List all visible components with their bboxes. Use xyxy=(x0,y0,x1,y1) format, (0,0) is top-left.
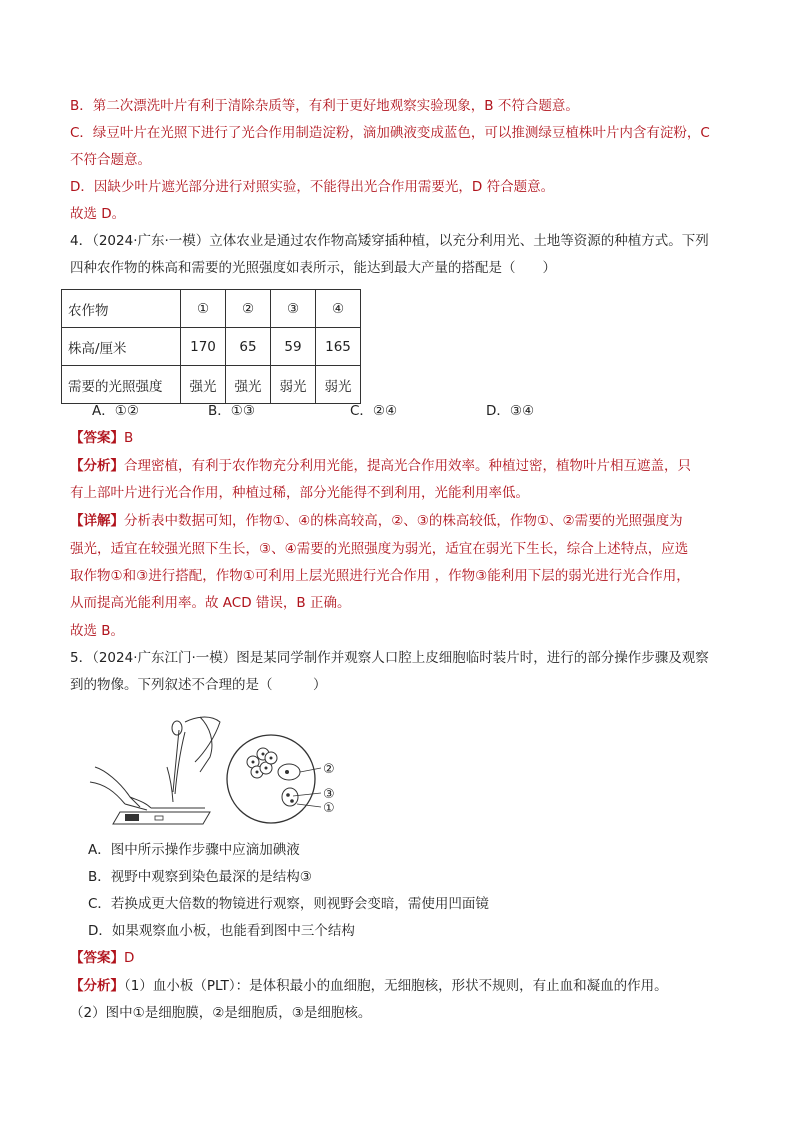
detail-tag: 【详解】 xyxy=(70,513,124,529)
q4-detail-line3: 取作物①和③进行搭配，作物①可利用上层光照进行光合作用 ，作物③能利用下层的弱光进行光合作用， xyxy=(70,568,690,584)
crop-table xyxy=(61,289,361,404)
table-cell: 弱光 xyxy=(271,366,316,404)
q5-analysis-line1 xyxy=(70,976,668,996)
table-cell: 170 xyxy=(181,328,226,366)
q5-option-a: A．图中所示操作步骤中应滴加碘液 xyxy=(88,842,300,858)
table-cell: 农作物 xyxy=(62,290,181,328)
q5-option-b: B．视野中观察到染色最深的是结构③ xyxy=(88,869,312,885)
answer-value: D xyxy=(124,950,135,966)
answer-tag: 【答案】 xyxy=(70,950,124,966)
analysis-text: （1）血小板（PLT）：是体积最小的血细胞，无细胞核，形状不规则，有止血和凝血的作用。 xyxy=(124,978,668,994)
table-cell: ① xyxy=(181,290,226,328)
table-cell: 65 xyxy=(226,328,271,366)
table-cell: 弱光 xyxy=(316,366,361,404)
figure-label-2: ② xyxy=(323,762,335,777)
figure-label-3: ③ xyxy=(323,787,335,802)
table-cell: 165 xyxy=(316,328,361,366)
q5-option-d: D．如果观察血小板，也能看到图中三个结构 xyxy=(88,923,355,939)
analysis-tag: 【分析】 xyxy=(70,458,124,474)
table-row xyxy=(62,328,361,366)
figure-label-1: ① xyxy=(323,801,335,816)
q5-stem-line1: 5．（2024·广东江门·一模）图是某同学制作并观察人口腔上皮细胞临时装片时，进行的部分操作步骤及观察 xyxy=(70,650,709,666)
q4-detail-line2: 强光，适宜在较强光照下生长，③、④需要的光照强度为弱光，适宜在弱光下生长，综合上述特点，应选 xyxy=(70,541,689,557)
q3-option-c-explanation: C．绿豆叶片在光照下进行了光合作用制造淀粉，滴加碘液变成蓝色，可以推测绿豆植株叶片内含有淀粉，C xyxy=(70,125,710,141)
q4-option-c: C．②④ xyxy=(350,403,398,419)
field-of-view xyxy=(227,735,321,823)
q5-analysis-line2: （2）图中①是细胞膜，②是细胞质，③是细胞核。 xyxy=(70,1005,372,1021)
q3-option-d-explanation: D．因缺少叶片遮光部分进行对照实验，不能得出光合作用需要光，D 符合题意。 xyxy=(70,179,555,195)
table-cell: 59 xyxy=(271,328,316,366)
table-cell: 强光 xyxy=(181,366,226,404)
q4-option-a: A．①② xyxy=(92,403,139,419)
detail-text: 分析表中数据可知，作物①、④的株高较高，②、③的株高较低，作物①、②需要的光照强度为 xyxy=(124,513,683,529)
experiment-figure xyxy=(85,712,365,837)
answer-value: B xyxy=(124,430,134,446)
q4-analysis-line2: 有上部叶片进行光合作用，种植过稀，部分光能得不到利用，光能利用率低。 xyxy=(70,485,529,501)
q4-option-d: D．③④ xyxy=(486,403,535,419)
q5-option-c: C．若换成更大倍数的物镜进行观察，则视野会变暗，需使用凹面镜 xyxy=(88,896,489,912)
table-row xyxy=(62,366,361,404)
analysis-tag: 【分析】 xyxy=(70,978,124,994)
q4-option-b: B．①③ xyxy=(208,403,255,419)
q4-answer xyxy=(70,428,133,448)
q4-detail-line1 xyxy=(70,511,683,531)
q5-answer xyxy=(70,948,134,968)
table-cell: 需要的光照强度 xyxy=(62,366,181,404)
q4-conclusion: 故选 B。 xyxy=(70,623,125,639)
hands-dropper-illustration xyxy=(90,717,220,810)
table-cell: ④ xyxy=(316,290,361,328)
q4-stem-line1: 4．（2024·广东·一模）立体农业是通过农作物高矮穿插种植，以充分利用光、土地等资源的种植方式。下列 xyxy=(70,233,709,249)
answer-tag: 【答案】 xyxy=(70,430,124,446)
table-row xyxy=(62,290,361,328)
table-cell: ③ xyxy=(271,290,316,328)
q4-stem-line2: 四种农作物的株高和需要的光照强度如表所示，能达到最大产量的搭配是（ ） xyxy=(70,260,556,276)
analysis-text: 合理密植，有利于农作物充分利用光能，提高光合作用效率。种植过密，植物叶片相互遮盖，只 xyxy=(124,458,691,474)
q4-analysis-line1 xyxy=(70,456,691,476)
glass-slide xyxy=(113,812,210,824)
table-cell: ② xyxy=(226,290,271,328)
q3-conclusion: 故选 D。 xyxy=(70,206,126,222)
q4-detail-line4: 从而提高光能利用率。故 ACD 错误，B 正确。 xyxy=(70,595,351,611)
table-cell: 株高/厘米 xyxy=(62,328,181,366)
q3-option-c-explanation-cont: 不符合题意。 xyxy=(70,152,151,168)
table-cell: 强光 xyxy=(226,366,271,404)
q5-stem-line2: 到的物像。下列叙述不合理的是（ ） xyxy=(70,677,327,693)
q3-option-b-explanation: B．第二次漂洗叶片有利于清除杂质等，有利于更好地观察实验现象，B 不符合题意。 xyxy=(70,98,579,114)
